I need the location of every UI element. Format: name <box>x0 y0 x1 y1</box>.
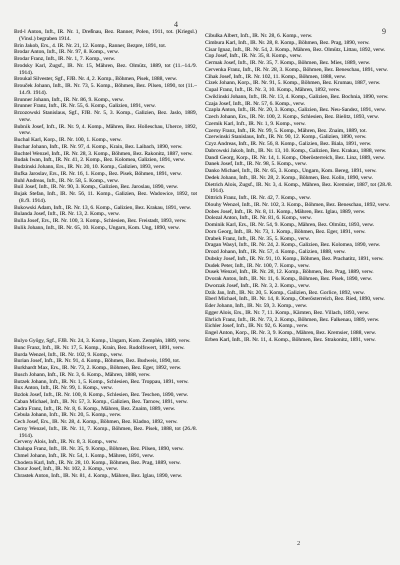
sheet-signature: 2 <box>297 540 301 547</box>
casualty-entry: Chrastek Anton, Inft., IR. Nr. 81, 4. Komp., Mähren, Bez. Iglau, 1890, verw. <box>14 473 183 479</box>
casualty-entry: Dominik Karl, Ers., IR. Nr. 54, 9. Komp., Mähren, Bez. Olmütz, 1893, verw. <box>205 222 375 228</box>
casualty-entry: Brd-l Anton, Inft., IR. Nr. 1, Dreßnau, Bez. Ranner, Polen, 1911, tot. (Kriegsl.) (Vinsl.) begraben 1914. <box>14 29 197 42</box>
casualty-entry: Dittrich Franz, Inft., IR. Nr. 42, 7. Komp., verw. <box>205 195 311 201</box>
casualty-entry: Dabrowski Jakob, Inft., IR. Nr. 13, 10. Komp., Galizien, Bez. Krakau, 1888, verw. <box>205 147 387 154</box>
casualty-entry: Bujak Stefan, Inft., IR. Nr. 56, 11. Komp., Galizien, Bez. Wadowice, 1892, tot (8./9. 1914). <box>14 191 197 204</box>
casualty-entry: Cermak Josef, Inft., IR. Nr. 35, 7. Komp., Böhmen, Bez. Mies, 1889, verw. <box>205 60 371 66</box>
casualty-entry: Bux Anton, Inft., IR. Nr. 99, 1. Komp., verw. <box>14 385 113 392</box>
casualty-entry: Bulla Josef, Ers., IR. Nr. 100, 3. Komp., Schlesien, Bez. Freistadt, 1893, verw. <box>14 218 187 224</box>
casualty-entry: Cimbura Karl, Inft., IR. Nr. 28, 8. Komp., Böhmen, Bez. Prag, 1890, verw. <box>205 39 370 46</box>
casualty-entry: Brzozowski Stanislaus, Sgf., FJB. Nr. 5, 3. Komp., Galizien, Bez. Jaslo, 1889, verw. <box>14 110 197 123</box>
casualty-entry: Budak Iwan, Inft., IR. Nr. 41, 2. Komp., Bez. Kolomea, Galizien, 1891, verw. <box>14 157 185 164</box>
casualty-entry: Cadra Franz, Inft., IR. Nr. 8, 6. Komp., Mähren, Bez. Znaim, 1889, verw. <box>14 405 176 412</box>
casualty-entry: Czerny Franz, Inft., IR. Nr. 99, 5. Komp., Mähren, Bez. Znaim, 1889, tot. <box>205 127 367 134</box>
casualty-entry: Czech Johann, Ers., IR. Nr. 100, 2. Komp., Schlesien, Bez. Bielitz, 1893, verw. <box>205 114 379 120</box>
page-folio: 4 <box>174 20 178 29</box>
casualty-entry: Bulik Johann, Inft., IR. Nr. 65, 10. Komp., Ungarn, Kom. Ung, 1890, verw. <box>14 224 180 231</box>
casualty-entry: Cervenka Franz, Inft., IR. Nr. 28, 3. Komp., Böhmen, Bez. Beneschau, 1891, verw. <box>205 66 388 73</box>
casualty-entry: Bunc Franz, Inft., IR. Nr. 17, 5. Komp., Krain, Bez. Rudolfswert, 1891, verw. <box>14 344 185 351</box>
casualty-entry: Dietrich Alois, Zugsf., IR. Nr. 3, 4. Komp., Mähren, Bez. Kremsier, 1887, tot (28./8. 1914). <box>205 181 392 195</box>
casualty-entry: Burkhardt Max, Ers., IR. Nr. 73, 2. Komp., Böhmen, Bez. Eger, 1892, verw. <box>14 365 182 371</box>
casualty-entry: Czapla Anton, Inft., IR. Nr. 20, 3. Komp., Galizien, Bez. Neu-Sandez, 1891, verw. <box>205 107 387 114</box>
casualty-entry: Eberl Michael, Inft., IR. Nr. 14, 8. Komp., Oberösterreich, Bez. Ried, 1890, verw. <box>205 296 385 303</box>
casualty-entry: Cisar Ignaz, Inft., IR. Nr. 54, 2. Komp., Mähren, Bez. Olmütz, Littau, 1892, verw. <box>205 46 386 53</box>
casualty-entry: Dworzak Josef, Inft., IR. Nr. 3, 2. Komp., verw. <box>205 282 310 289</box>
casualty-entry: Czerwinski Stanislaus, Inft., IR. Nr. 90, 12. Komp., Galizien, 1890, verw. <box>205 134 367 141</box>
casualty-entry: Broukal Silvester, Sgf., FJB. Nr. 4, 2. Komp., Böhmen, Pisek, 1888, verw. <box>14 76 178 83</box>
casualty-entry: Busch Johann, Inft., IR. Nr. 3, 6. Komp., Mähren, 1888, verw. <box>14 371 151 378</box>
casualty-entry: Buchtel Wenzel, Inft., IR. Nr. 28, 3. Komp., Böhmen, Bez. Rakonitz, 1887, verw. <box>14 150 193 157</box>
casualty-entry: Buchal Karl, Korp., IR. Nr. 100, 1. Komp., verw. <box>14 137 122 143</box>
casualty-entry: Cebula Johann, Inft., IR. Nr. 20, 5. Komp., verw. <box>14 412 122 419</box>
casualty-entry: Dragan Wasyl, Inft., IR. Nr. 24, 2. Komp., Galizien, Bez. Kolomea, 1890, verw. <box>205 242 381 249</box>
casualty-entry: Cupal Franz, Inft., IR. Nr. 3, 10. Komp., Mähren, 1892, verw. <box>205 87 341 93</box>
casualty-entry: Chalupa Franz, Inft., IR. Nr. 35, 9. Komp., Böhmen, Bez. Pilsen, 1890, verw. <box>14 446 184 452</box>
casualty-entry: Cwiklinski Johann, Inft., IR. Nr. 13, 4. Komp., Galizien, Bez. Bochnia, 1890, verw. <box>205 93 389 100</box>
casualty-entry: Dubsky Josef, Inft., IR. Nr. 91, 10. Komp., Böhmen, Bez. Prachatitz, 1891, verw. <box>205 255 384 262</box>
casualty-entry: Cihak Josef, Inft., IR. Nr. 102, 11. Komp., Böhmen, 1888, verw. <box>205 73 347 80</box>
casualty-entry: Butzek Johann, Inft., IR. Nr. 1, 5. Komp., Schlesien, Bez. Troppau, 1891, verw. <box>14 378 189 385</box>
casualty-entry: Buchar Johann, Inft., IR. Nr. 97, 4. Komp., Krain, Bez. Laibach, 1890, verw. <box>14 143 183 150</box>
casualty-entry: Dzik Jan, Inft., IR. Nr. 20, 5. Komp., Galizien, Bez. Gorlice, 1892, verw. <box>205 289 365 296</box>
casualty-entry: Dolezal Anton, Inft., IR. Nr. 81, 6. Komp., verw. <box>205 215 312 222</box>
casualty-entry: Eichler Josef, Inft., IR. Nr. 92, 6. Komp., verw. <box>205 323 309 330</box>
casualty-entry: Drozd Johann, Inft., IR. Nr. 57, 4. Komp., Galizien, 1888, verw. <box>205 249 346 255</box>
casualty-entry: Bukowski Adam, Inft., IR. Nr. 13, 6. Komp., Galizien, Bez. Krakau, 1891, verw. <box>14 204 192 211</box>
casualty-entry: Chodera Karl, Inft., IR. Nr. 28, 10. Komp., Böhmen, Bez. Prag, 1889, verw. <box>14 459 181 466</box>
casualty-entry: Burda Wenzel, Inft., IR. Nr. 102, 9. Komp., verw. <box>14 351 123 358</box>
casualty-entry: Dvorak Anton, Inft., IR. Nr. 11, 6. Komp., Böhmen, Bez. Pisek, 1890, verw. <box>205 276 373 282</box>
casualty-entry: Bufka Jaroslav, Ers., IR. Nr. 16, 1. Komp., Bez. Pisek, Böhmen, 1891, verw. <box>14 170 182 177</box>
casualty-entry: Brunner Franz, Inft., IR. Nr. 55, 6. Komp., Galizien, 1891, verw. <box>14 103 156 110</box>
casualty-entry: Dobes Josef, Inft., IR. Nr. 8, 11. Komp., Mähren, Bez. Iglau, 1889, verw. <box>205 208 366 215</box>
casualty-entry: Budzinski Johann, Ers., IR. Nr. 20, 10. Komp., Galizien, 1893, verw. <box>14 164 166 170</box>
casualty-entry: Cerveny Alois, Inft., IR. Nr. 8, 3. Komp., verw. <box>14 439 118 446</box>
casualty-entry: Chmel Johann, Inft., IR. Nr. 54, 1. Komp., Mähren, 1891, verw. <box>14 452 155 459</box>
casualty-entry: Ehrlich Franz, Inft., IR. Nr. 73, 2. Komp., Böhmen, Bez. Falkenau, 1889, verw. <box>205 316 380 323</box>
left-column-upper <box>14 29 197 302</box>
casualty-entry: Dusek Wenzel, Inft., IR. Nr. 28, 12. Komp., Böhmen, Bez. Prag, 1889, verw. <box>205 269 374 276</box>
casualty-entry: Bzdok Josef, Inft., IR. Nr. 100, 8. Komp., Schlesien, Bez. Teschen, 1890, verw. <box>14 392 189 398</box>
casualty-entry: Brin Jakob, Ers., 4. IR. Nr. 21, 12. Komp., Ranner, Bezpre, 1891, tot. <box>14 42 167 49</box>
casualty-entry: Cech Josef, Ers., IR. Nr. 28, 4. Komp., Böhmen, Bez. Kladno, 1892, verw. <box>14 419 178 425</box>
casualty-entry: Dorn Georg, Inft., IR. Nr. 73, 1. Komp., Böhmen, Bez. Eger, 1891, verw. <box>205 228 366 235</box>
casualty-entry: Buil Josef, Inft., IR. Nr. 90, 3. Komp., Galizien, Bez. Jaroslau, 1890, verw. <box>14 184 179 191</box>
casualty-entry: Bulanda Josef, Inft., IR. Nr. 13, 2. Komp., verw. <box>14 211 120 218</box>
casualty-entry: Brodsky Karl, Zugsf., IR. Nr. 15, Mähren, Bez. Olmütz, 1889, tot (11.–14./9. 1914). <box>14 62 197 76</box>
casualty-entry: Dandl Georg, Korp., IR. Nr. 14, 1. Komp., Oberösterreich, Bez. Linz, 1889, verw. <box>205 154 386 161</box>
casualty-entry: Bubnik Josef, Inft., IR. Nr. 9, 4. Komp., Mähren, Bez. Holleschau, Uherce, 1892, verw. <box>14 123 197 137</box>
casualty-entry: Cibulka Albert, Inft., IR. Nr. 28, 6. Komp., verw. <box>205 33 313 39</box>
casualty-entry: Buhl Andreas, Inft., IR. Nr. 58, 5. Komp., verw. <box>14 177 119 184</box>
casualty-entry: Brodar Franz, Inft., IR. Nr. 1, 7. Komp., verw. <box>14 56 116 62</box>
casualty-entry: Erben Karl, Inft., IR. Nr. 11, 4. Komp., Böhmen, Bez. Strakonitz, 1891, verw. <box>205 336 376 343</box>
left-column-lower <box>14 338 197 557</box>
casualty-entry: Dudek Peter, Inft., IR. Nr. 100, 7. Komp., verw. <box>205 262 310 269</box>
casualty-entry: Czaja Josef, Inft., IR. Nr. 57, 6. Komp., verw. <box>205 100 306 107</box>
casualty-entry: Danko Michael, Inft., IR. Nr. 65, 3. Komp., Ungarn, Kom. Bereg, 1891, verw. <box>205 168 377 174</box>
casualty-entry: Cop Josef, Inft., IR. Nr. 35, 8. Komp., verw. <box>205 53 302 60</box>
casualty-entry: Brodar Anton, Inft., IR. Nr. 97, 8. Komp., verw. <box>14 49 119 56</box>
casualty-entry: Danek Josef, Inft., IR. Nr. 98, 5. Komp., verw. <box>205 161 307 168</box>
casualty-entry: Cerny Wenzel, Inft., IR. Nr. 11, 7. Komp., Böhmen, Bez. Pisek, 1888, tot (26./8. 1914). <box>14 425 197 439</box>
casualty-entry: Dlouhy Wenzel, Inft., IR. Nr. 102, 3. Komp., Böhmen, Bez. Beneschau, 1892, verw. <box>205 201 390 208</box>
casualty-entry: Brunner Johann, Inft., IR. Nr. 86, 9. Komp., verw. <box>14 96 124 103</box>
casualty-entry: Burian Josef, Inft., IR. Nr. 91, 4. Komp., Böhmen, Bez. Budweis, 1890, tot. <box>14 358 181 365</box>
casualty-entry: Engel Anton, Korp., IR. Nr. 3, 9. Komp., Mähren, Bez. Kremsier, 1888, verw. <box>205 330 377 336</box>
right-column <box>205 33 392 556</box>
casualty-entry: Egger Alois, Ers., IR. Nr. 7, 11. Komp., Kärnten, Bez. Villach, 1893, verw. <box>205 309 370 316</box>
casualty-entry: Caban Michael, Inft., IR. Nr. 57, 3. Komp., Galizien, Bez. Tarnow, 1891, verw. <box>14 398 188 405</box>
casualty-entry: Cizek Johann, Korp., IR. Nr. 91, 5. Komp., Böhmen, Bez. Krumau, 1887, verw. <box>205 80 381 87</box>
casualty-entry: Dedek Johann, Inft., IR. Nr. 28, 2. Komp., Böhmen, Bez. Kolin, 1890, verw. <box>205 174 373 181</box>
casualty-entry: Chour Josef, Inft., IR. Nr. 102, 2. Komp., verw. <box>14 466 119 473</box>
casualty-entry: Bulyo Gyögy, Sgf., FJB. Nr. 24, 3. Komp., Ungarn, Kom. Zemplén, 1889, verw. <box>14 338 191 344</box>
casualty-entry: Drabek Franz, Inft., IR. Nr. 35, 5. Komp., verw. <box>205 235 310 242</box>
casualty-entry: Brouček Johann, Inft., IR. Nr. 73, 5. Komp., Böhmen, Bez. Pilsen, 1890, tot (11.–14./9. 1914). <box>14 83 197 96</box>
page-number: 9 <box>382 27 386 36</box>
casualty-entry: Czernik Karl, Inft., IR. Nr. 1, 9. Komp., verw. <box>205 120 306 127</box>
casualty-entry: Eder Johann, Inft., IR. Nr. 59, 3. Komp., verw. <box>205 303 308 309</box>
casualty-entry: Czyz Andreas, Inft., IR. Nr. 56, 8. Komp., Galizien, Bez. Biala, 1891, verw. <box>205 141 372 147</box>
